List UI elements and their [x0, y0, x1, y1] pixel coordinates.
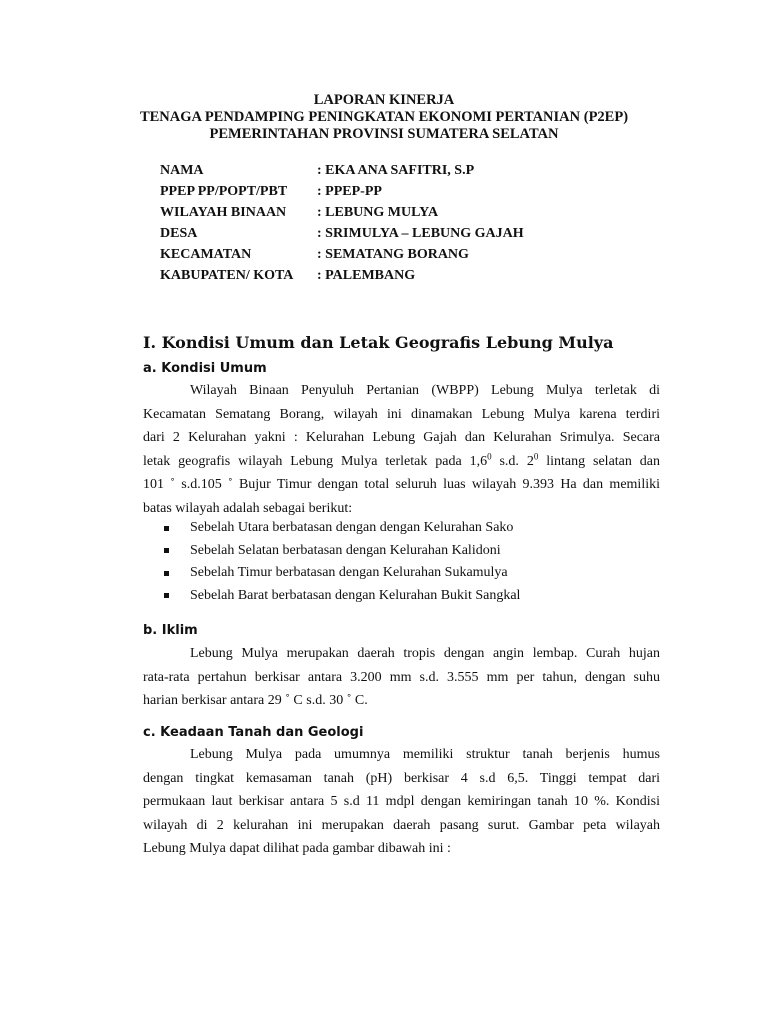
- bullet-square-icon: [164, 571, 169, 576]
- coord-text-2: s.d. 2: [491, 453, 534, 469]
- degree-sup: 0: [533, 450, 539, 461]
- title-line-1: LAPORAN KINERJA: [313, 92, 455, 108]
- info-row: [160, 223, 524, 244]
- paragraph-line: Kecamatan Sematang Borang, wilayah ini dinamakan Lebung Mulya karena terdiri: [143, 406, 660, 422]
- info-value: : SRIMULYA – LEBUNG GAJAH: [317, 226, 524, 241]
- paragraph-line: Lebung Mulya merupakan daerah tropis dengan angin lembap. Curah hujan: [190, 646, 660, 661]
- info-value: : PPEP-PP: [317, 184, 382, 199]
- paragraph-line: permukaan laut berkisar antara 5 s.d 11 mdpl dengan kemiringan tanah 10 %. Kondisi: [143, 794, 660, 809]
- paragraph-line: harian berkisar antara 29 ˚ C s.d. 30 ˚ C.: [143, 693, 368, 708]
- coord-text-3: lintang selatan dan: [538, 453, 660, 469]
- paragraph-line: rata-rata pertahun berkisar antara 3.200 mm s.d. 3.555 mm per tahun, dengan suhu: [143, 669, 660, 685]
- list-item: [160, 517, 520, 540]
- bullet-square-icon: [164, 526, 169, 531]
- list-item-text: Sebelah Timur berbatasan dengan Kelurahan Sukamulya: [190, 565, 508, 581]
- subsection-c-title: c. Keadaan Tanah dan Geologi: [143, 725, 364, 740]
- paragraph-tanah-geologi: [143, 743, 660, 861]
- info-value: : PALEMBANG: [317, 268, 416, 283]
- paragraph-line: dari 2 Kelurahan yakni : Kelurahan Lebung Gajah dan Kelurahan Srimulya. Secara: [143, 430, 660, 445]
- info-row: [160, 181, 524, 202]
- subsection-b-title: b. Iklim: [143, 623, 198, 638]
- section-heading: I. Kondisi Umum dan Letak Geografis Lebung Mulya: [143, 333, 614, 352]
- list-item-text: Sebelah Utara berbatasan dengan dengan Kelurahan Sako: [190, 520, 514, 536]
- boundary-list: [160, 517, 520, 607]
- list-item: [160, 562, 520, 585]
- paragraph-line: dengan tingkat kemasaman tanah (pH) berkisar 4 s.d 6,5. Tinggi tempat dari: [143, 770, 660, 786]
- info-label: WILAYAH BINAAN: [160, 205, 287, 220]
- info-label: DESA: [160, 226, 198, 241]
- degree-sup: 0: [487, 450, 492, 461]
- list-item-text: Sebelah Barat berbatasan dengan Kelurahan Bukit Sangkal: [190, 587, 521, 603]
- bullet-square-icon: [164, 548, 169, 553]
- info-row: [160, 202, 524, 223]
- info-row: [160, 265, 524, 286]
- report-title: [0, 92, 768, 143]
- info-label: KABUPATEN/ KOTA: [160, 268, 294, 283]
- info-label: PPEP PP/POPT/PBT: [160, 184, 288, 199]
- info-value: : SEMATANG BORANG: [317, 247, 469, 262]
- info-row: [160, 244, 524, 265]
- bullet-square-icon: [164, 593, 169, 598]
- coord-text-1: letak geografis wilayah Lebung Mulya terletak pada 1,6: [143, 453, 488, 469]
- subsection-a-title: a. Kondisi Umum: [143, 361, 267, 376]
- list-item-text: Sebelah Selatan berbatasan dengan Kelurahan Kalidoni: [190, 542, 501, 558]
- info-value: : LEBUNG MULYA: [317, 205, 439, 220]
- paragraph-line: Lebung Mulya pada umumnya memiliki struktur tanah berjenis humus: [190, 747, 660, 762]
- paragraph-line: batas wilayah adalah sebagai berikut:: [143, 500, 353, 516]
- paragraph-kondisi-umum: [143, 379, 660, 520]
- info-row: [160, 160, 524, 181]
- paragraph-line: Wilayah Binaan Penyuluh Pertanian (WBPP) Lebung Mulya terletak di: [190, 383, 660, 398]
- paragraph-iklim: [143, 642, 660, 713]
- paragraph-line: wilayah di 2 kelurahan ini merupakan daerah pasang surut. Gambar peta wilayah: [143, 817, 660, 833]
- paragraph-line: [143, 450, 660, 474]
- info-value: : EKA ANA SAFITRI, S.P: [317, 163, 475, 178]
- info-label: KECAMATAN: [160, 247, 252, 262]
- list-item: [160, 585, 520, 608]
- paragraph-line: Lebung Mulya dapat dilihat pada gambar dibawah ini :: [143, 841, 451, 856]
- paragraph-line: 101 ˚ s.d.105 ˚ Bujur Timur dengan total seluruh luas wilayah 9.393 Ha dan memiliki: [143, 477, 660, 492]
- title-line-2: TENAGA PENDAMPING PENINGKATAN EKONOMI PERTANIAN (P2EP): [139, 109, 629, 125]
- list-item: [160, 540, 520, 563]
- info-label: NAMA: [160, 163, 204, 178]
- identity-table: [160, 160, 524, 286]
- title-line-3: PEMERINTAHAN PROVINSI SUMATERA SELATAN: [209, 126, 559, 142]
